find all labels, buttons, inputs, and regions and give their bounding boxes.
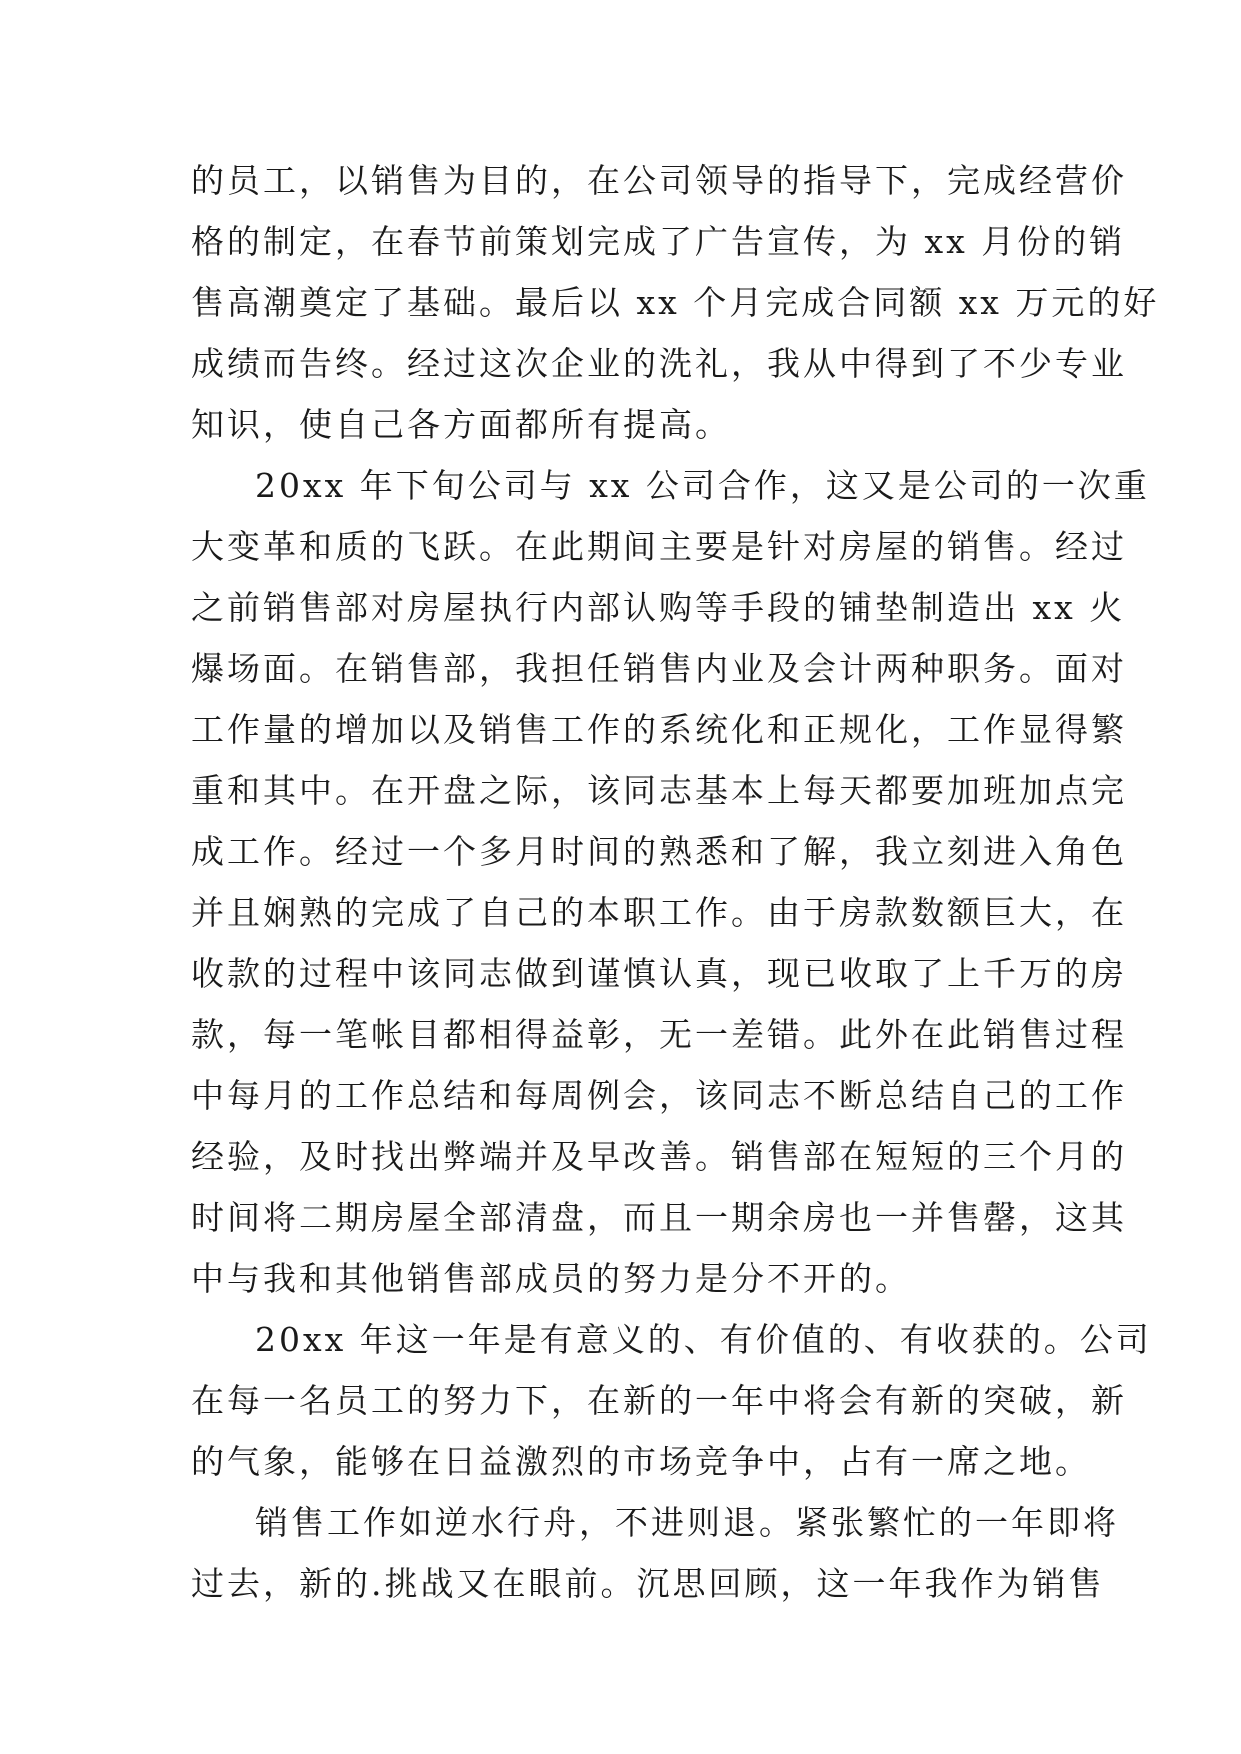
paragraph-first-line: 20xx 年这一年是有意义的、有价值的、有收获的。公司 (255, 1320, 1152, 1359)
text-line: 款，每一笔帐目都相得益彰，无一差错。此外在此销售过程 (191, 1015, 1127, 1054)
text-line: 爆场面。在销售部，我担任销售内业及会计两种职务。面对 (191, 649, 1127, 688)
paragraph-first-line: 销售工作如逆水行舟，不进则退。紧张繁忙的一年即将 (255, 1503, 1119, 1542)
text-line: 收款的过程中该同志做到谨慎认真，现已收取了上千万的房 (191, 954, 1127, 993)
text-line: 中每月的工作总结和每周例会，该同志不断总结自己的工作 (191, 1076, 1127, 1115)
paragraph-first-line: 20xx 年下旬公司与 xx 公司合作，这又是公司的一次重 (255, 466, 1150, 505)
text-line: 成工作。经过一个多月时间的熟悉和了解，我立刻进入角色 (191, 832, 1127, 871)
text-line: 的气象，能够在日益激烈的市场竞争中，占有一席之地。 (191, 1442, 1091, 1481)
text-line: 成绩而告终。经过这次企业的洗礼，我从中得到了不少专业 (191, 344, 1127, 383)
text-line: 经验，及时找出弊端并及早改善。销售部在短短的三个月的 (191, 1137, 1127, 1176)
text-line: 在每一名员工的努力下，在新的一年中将会有新的突破，新 (191, 1381, 1127, 1420)
text-line: 之前销售部对房屋执行内部认购等手段的铺垫制造出 xx 火 (191, 588, 1126, 627)
document-body (191, 150, 1160, 1614)
text-line: 中与我和其他销售部成员的努力是分不开的。 (191, 1259, 911, 1298)
text-line: 的员工，以销售为目的，在公司领导的指导下，完成经营价 (191, 161, 1127, 200)
text-line: 重和其中。在开盘之际，该同志基本上每天都要加班加点完 (191, 771, 1127, 810)
text-line: 知识，使自己各方面都所有提高。 (191, 405, 731, 444)
text-line: 格的制定，在春节前策划完成了广告宣传，为 xx 月份的销 (191, 222, 1126, 261)
text-line: 售高潮奠定了基础。最后以 xx 个月完成合同额 xx 万元的好 (191, 283, 1160, 322)
text-line: 大变革和质的飞跃。在此期间主要是针对房屋的销售。经过 (191, 527, 1127, 566)
text-line: 并且娴熟的完成了自己的本职工作。由于房款数额巨大，在 (191, 893, 1127, 932)
text-line: 工作量的增加以及销售工作的系统化和正规化，工作显得繁 (191, 710, 1127, 749)
text-line: 时间将二期房屋全部清盘，而且一期余房也一并售罄，这其 (191, 1198, 1127, 1237)
text-line: 过去，新的.挑战又在眼前。沉思回顾，这一年我作为销售 (191, 1564, 1105, 1603)
